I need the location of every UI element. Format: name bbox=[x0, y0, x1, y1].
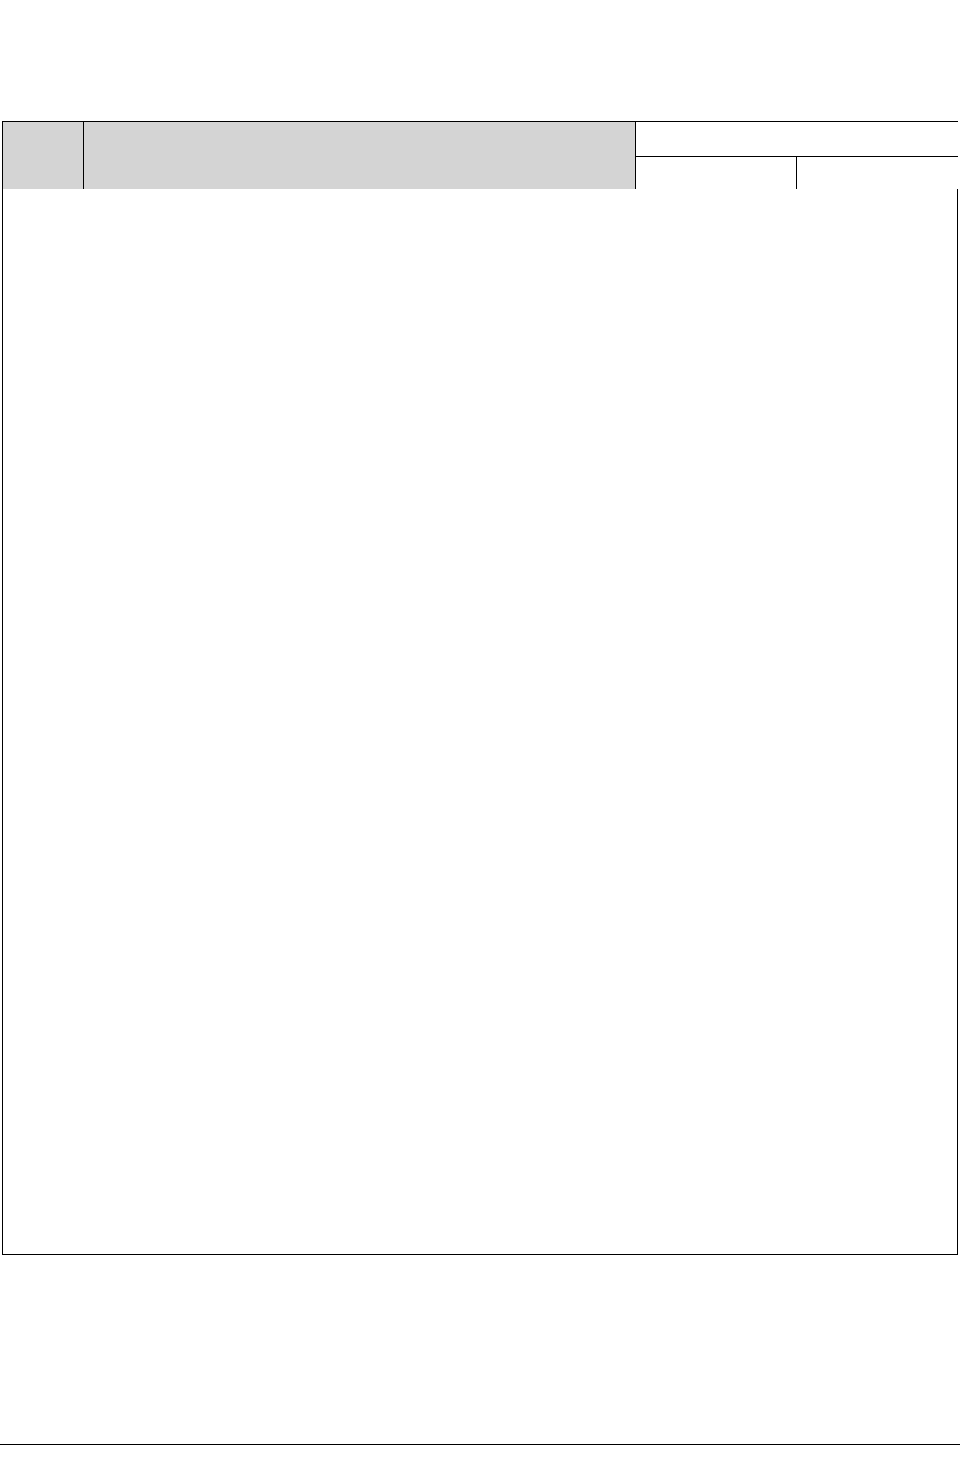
footer-divider bbox=[0, 1444, 960, 1445]
header-divider bbox=[796, 156, 797, 189]
balance-table bbox=[2, 121, 958, 1255]
section-pasywa bbox=[3, 122, 957, 152]
header-divider bbox=[636, 156, 958, 157]
section-aktywa bbox=[3, 189, 957, 219]
